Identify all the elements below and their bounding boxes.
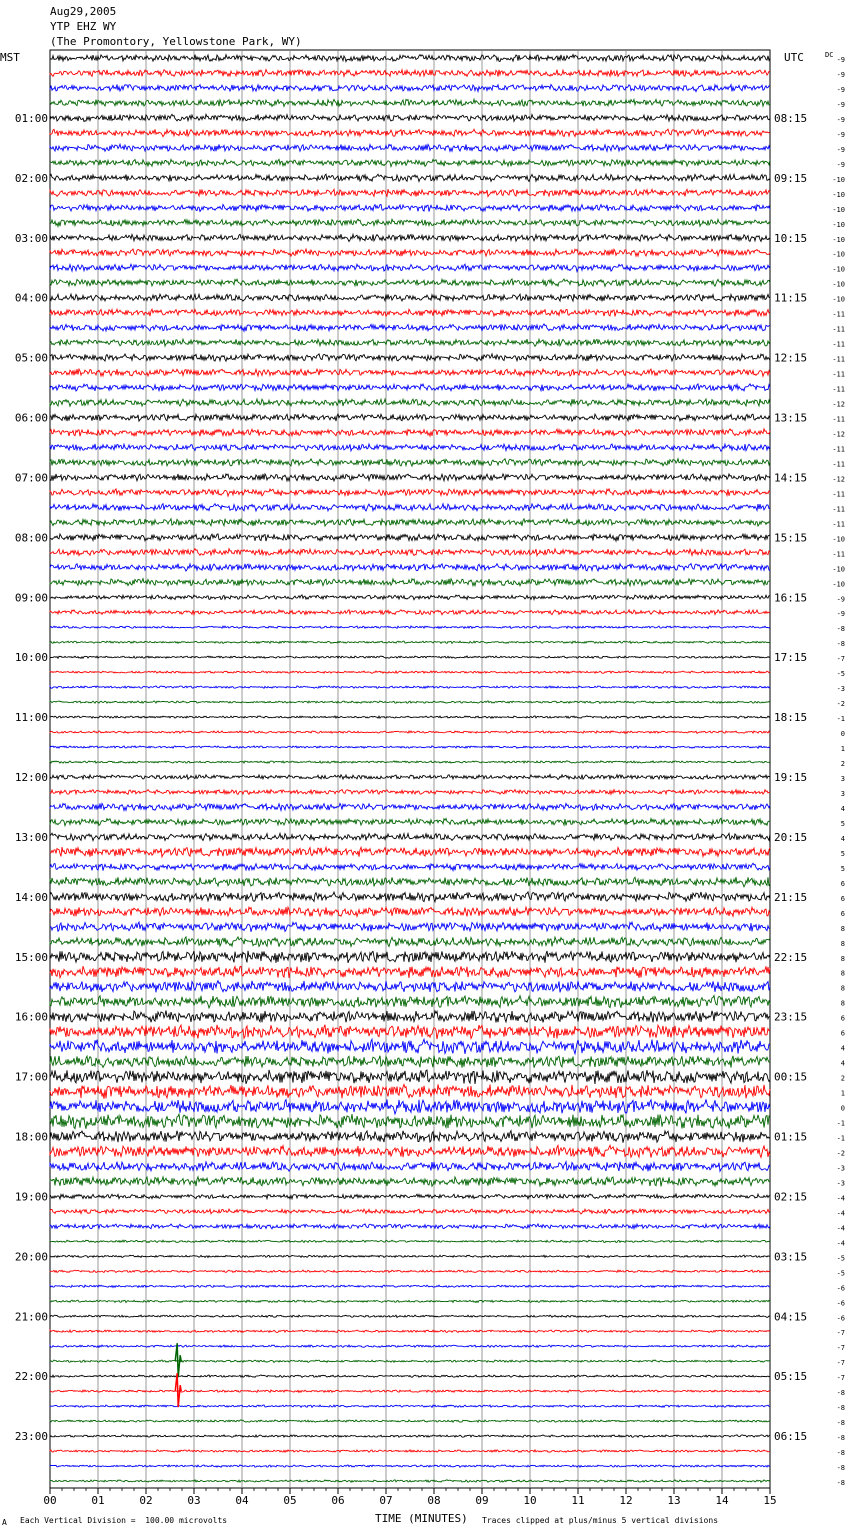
left-hour-label: 06:00 <box>14 411 48 425</box>
dc-offset-label: -10 <box>832 565 845 574</box>
left-hour-label: 18:00 <box>14 1130 48 1144</box>
dc-offset-label: -11 <box>832 505 845 514</box>
dc-offset-label: 8 <box>840 954 845 963</box>
x-tick-label: 12 <box>619 1494 633 1507</box>
dc-offset-label: -11 <box>832 370 845 379</box>
trace-row <box>50 966 770 978</box>
right-hour-label: 16:15 <box>774 591 808 605</box>
trace-row <box>50 399 770 406</box>
dc-offset-label: -9 <box>836 160 845 169</box>
right-hour-label: 11:15 <box>774 291 808 305</box>
dc-offset-label: -8 <box>836 1479 845 1488</box>
trace-row <box>50 264 770 271</box>
right-hour-label: 02:15 <box>774 1190 808 1204</box>
trace-row <box>50 1145 770 1157</box>
dc-offset-label: 3 <box>840 775 845 783</box>
trace-row <box>50 1177 770 1187</box>
left-hour-label: 20:00 <box>14 1250 48 1264</box>
trace-row <box>50 922 770 932</box>
trace-row <box>50 833 770 840</box>
trace-row <box>50 579 770 586</box>
dc-offset-label: -7 <box>836 1374 845 1383</box>
dc-offset-label: -10 <box>832 295 845 304</box>
dc-offset-label: 6 <box>840 894 845 903</box>
dc-offset-label: -11 <box>832 445 845 454</box>
dc-offset-label: -9 <box>836 595 845 604</box>
dc-offset-label: 6 <box>840 1029 845 1038</box>
dc-offset-label: -12 <box>832 430 845 439</box>
trace-row <box>50 716 770 718</box>
dc-offset-label: -11 <box>832 460 845 469</box>
right-hour-label: 20:15 <box>774 830 808 844</box>
event-spike <box>175 1373 181 1407</box>
trace-row <box>50 1465 770 1467</box>
right-hour-label: 06:15 <box>774 1430 808 1444</box>
dc-offset-label: -3 <box>836 1179 845 1188</box>
right-hour-label: 22:15 <box>774 950 808 964</box>
right-timezone-label: UTC <box>784 51 804 64</box>
left-hour-label: 12:00 <box>14 771 48 784</box>
trace-row <box>50 595 770 600</box>
dc-offset-label: -1 <box>836 1134 845 1143</box>
trace-row <box>50 847 770 857</box>
trace-row <box>50 671 770 673</box>
trace-row <box>50 907 770 916</box>
right-hour-label: 01:15 <box>774 1130 808 1144</box>
trace-row <box>50 249 770 256</box>
right-hour-label: 23:15 <box>774 1010 808 1024</box>
dc-label: DC <box>825 51 834 59</box>
dc-offset-label: -11 <box>832 340 845 349</box>
x-tick-label: 02 <box>139 1494 153 1507</box>
trace-row <box>50 444 770 451</box>
dc-offset-label: -8 <box>836 1419 845 1428</box>
trace-row <box>50 775 770 780</box>
x-tick-label: 01 <box>91 1494 105 1507</box>
dc-offset-label: -10 <box>832 535 845 544</box>
left-hour-label: 13:00 <box>14 830 48 844</box>
dc-offset-label: -10 <box>832 250 845 259</box>
x-tick-label: 13 <box>667 1494 681 1507</box>
x-tick-label: 15 <box>763 1494 777 1507</box>
trace-row <box>50 1300 770 1302</box>
trace-row <box>50 701 770 704</box>
dc-offset-label: 0 <box>840 730 845 739</box>
trace-row <box>50 369 770 376</box>
trace-row <box>50 951 770 963</box>
dc-offset-label: 8 <box>840 939 845 948</box>
trace-row <box>50 1285 770 1287</box>
trace-row <box>50 1255 770 1258</box>
left-hour-label: 16:00 <box>14 1010 48 1024</box>
dc-offset-label: -10 <box>832 235 845 244</box>
trace-row <box>50 1345 770 1347</box>
dc-offset-label: -6 <box>836 1299 845 1308</box>
station-code: YTP EHZ WY <box>50 20 117 33</box>
dc-offset-label: 4 <box>840 804 845 813</box>
dc-offset-label: -6 <box>836 1284 845 1293</box>
trace-row <box>50 384 770 391</box>
trace-row <box>50 114 770 121</box>
trace-row <box>50 1360 770 1362</box>
right-hour-label: 10:15 <box>774 231 808 245</box>
trace-row <box>50 1420 770 1422</box>
right-hour-label: 19:15 <box>774 771 808 784</box>
corner-mark: A <box>2 1518 7 1527</box>
trace-row <box>50 70 770 77</box>
trace-row <box>50 1209 770 1214</box>
trace-row <box>50 1315 770 1317</box>
dc-offset-label: -7 <box>836 655 845 664</box>
trace-row <box>50 892 770 902</box>
trace-row <box>50 1131 770 1143</box>
trace-row <box>50 339 770 346</box>
dc-offset-label: -12 <box>832 400 845 409</box>
trace-row <box>50 746 770 748</box>
dc-offset-label: -4 <box>836 1224 845 1233</box>
dc-offset-label: -4 <box>836 1194 845 1203</box>
dc-offset-label: -9 <box>836 130 845 139</box>
left-hour-label: 09:00 <box>14 591 48 605</box>
dc-offset-label: 5 <box>840 864 845 873</box>
trace-row <box>50 1039 770 1054</box>
trace-row <box>50 1084 770 1098</box>
trace-row <box>50 863 770 870</box>
dc-offset-label: -11 <box>832 550 845 559</box>
trace-row <box>50 85 770 92</box>
trace-row <box>50 534 770 541</box>
left-timezone-label: MST <box>0 51 20 64</box>
left-hour-label: 11:00 <box>14 711 48 725</box>
trace-row <box>50 656 770 658</box>
dc-offset-label: -10 <box>832 220 845 229</box>
dc-offset-label: -10 <box>832 580 845 589</box>
dc-offset-label: -2 <box>836 1149 845 1158</box>
trace-row <box>50 234 770 241</box>
x-tick-label: 14 <box>715 1494 729 1507</box>
left-hour-label: 23:00 <box>14 1430 48 1444</box>
x-tick-label: 08 <box>427 1494 441 1507</box>
trace-row <box>50 429 770 436</box>
trace-row <box>50 804 770 811</box>
trace-row <box>50 877 770 887</box>
dc-offset-label: -8 <box>836 1464 845 1473</box>
right-hour-label: 13:15 <box>774 411 808 425</box>
trace-row <box>50 1270 770 1272</box>
trace-row <box>50 1224 770 1229</box>
trace-row <box>50 459 770 466</box>
trace-row <box>50 205 770 212</box>
right-hour-label: 09:15 <box>774 171 808 185</box>
dc-offset-label: -9 <box>836 115 845 124</box>
trace-row <box>50 1435 770 1438</box>
left-hour-label: 03:00 <box>14 231 48 245</box>
station-location: (The Promontory, Yellowstone Park, WY) <box>50 35 302 48</box>
x-tick-label: 09 <box>475 1494 489 1507</box>
right-hour-label: 05:15 <box>774 1370 808 1384</box>
trace-row <box>50 219 770 226</box>
dc-offset-label: -2 <box>836 700 845 709</box>
plot-frame <box>50 50 770 1488</box>
dc-offset-label: 4 <box>840 1059 845 1068</box>
event-spike <box>175 1343 181 1377</box>
dc-offset-label: -5 <box>836 670 845 679</box>
left-hour-label: 01:00 <box>14 111 48 125</box>
dc-offset-label: 2 <box>840 760 845 769</box>
dc-offset-label: 6 <box>840 1014 845 1023</box>
dc-offset-label: -10 <box>832 190 845 199</box>
left-hour-label: 15:00 <box>14 950 48 964</box>
trace-row <box>50 174 770 181</box>
right-hour-label: 12:15 <box>774 351 808 365</box>
trace-row <box>50 474 770 481</box>
dc-offset-label: -8 <box>836 1449 845 1458</box>
scale-note: Each Vertical Division = 100.00 microvolts <box>20 1516 228 1525</box>
dc-offset-label: 8 <box>840 999 845 1008</box>
trace-row <box>50 1194 770 1199</box>
trace-row <box>50 1025 770 1039</box>
dc-offset-label: -8 <box>836 640 845 649</box>
dc-offset-label: -12 <box>832 475 845 484</box>
left-hour-label: 21:00 <box>14 1310 48 1324</box>
dc-offset-label: -7 <box>836 1329 845 1338</box>
dc-offset-label: -8 <box>836 1389 845 1398</box>
dc-offset-label: -11 <box>832 355 845 364</box>
trace-row <box>50 144 770 151</box>
dc-offset-label: -5 <box>836 1254 845 1263</box>
dc-offset-label: -8 <box>836 1434 845 1443</box>
dc-offset-label: -1 <box>836 1119 845 1128</box>
dc-offset-label: -10 <box>832 175 845 184</box>
trace-row <box>50 1480 770 1482</box>
trace-row <box>50 189 770 196</box>
trace-row <box>50 1330 770 1332</box>
dc-offset-label: -11 <box>832 325 845 334</box>
trace-row <box>50 1011 770 1023</box>
right-hour-label: 08:15 <box>774 111 808 125</box>
dc-offset-label: -7 <box>836 1359 845 1368</box>
dc-offset-label: 1 <box>840 745 845 754</box>
dc-offset-label: 8 <box>840 984 845 993</box>
trace-row <box>50 626 770 628</box>
left-hour-label: 02:00 <box>14 171 48 185</box>
dc-offset-label: -9 <box>836 85 845 94</box>
dc-offset-label: -3 <box>836 1164 845 1173</box>
trace-row <box>50 1070 770 1084</box>
dc-offset-label: -11 <box>832 310 845 319</box>
dc-offset-label: -8 <box>836 625 845 634</box>
dc-offset-label: 1 <box>840 1089 845 1098</box>
trace-row <box>50 937 770 947</box>
right-hour-label: 00:15 <box>774 1070 808 1084</box>
dc-offset-label: 8 <box>840 969 845 978</box>
dc-offset-label: 2 <box>840 1074 845 1083</box>
trace-row <box>50 610 770 615</box>
dc-offset-label: -9 <box>836 145 845 154</box>
x-tick-label: 11 <box>571 1494 585 1507</box>
trace-row <box>50 1114 770 1129</box>
right-hour-label: 04:15 <box>774 1310 808 1324</box>
trace-row <box>50 99 770 106</box>
trace-row <box>50 279 770 286</box>
x-axis-label: TIME (MINUTES) <box>375 1512 468 1525</box>
x-tick-label: 07 <box>379 1494 393 1507</box>
dc-offset-label: 4 <box>840 834 845 843</box>
dc-offset-label: -10 <box>832 280 845 289</box>
dc-offset-label: 6 <box>840 909 845 918</box>
trace-row <box>50 324 770 331</box>
trace-row <box>50 519 770 526</box>
trace-row <box>50 790 770 795</box>
dc-offset-label: -9 <box>836 610 845 619</box>
right-hour-label: 15:15 <box>774 531 808 545</box>
trace-row <box>50 55 770 62</box>
dc-offset-label: -4 <box>836 1239 845 1248</box>
dc-offset-label: -7 <box>836 1344 845 1353</box>
dc-offset-label: 3 <box>840 789 845 798</box>
trace-row <box>50 1450 770 1452</box>
right-hour-label: 21:15 <box>774 890 808 904</box>
left-hour-label: 19:00 <box>14 1190 48 1204</box>
dc-offset-label: -10 <box>832 205 845 214</box>
trace-row <box>50 686 770 688</box>
x-tick-label: 10 <box>523 1494 537 1507</box>
left-hour-label: 05:00 <box>14 351 48 365</box>
dc-offset-label: 8 <box>840 924 845 933</box>
dc-offset-label: 0 <box>840 1104 845 1113</box>
x-tick-label: 00 <box>43 1494 57 1507</box>
trace-row <box>50 641 770 643</box>
trace-row <box>50 1405 770 1407</box>
left-hour-label: 08:00 <box>14 531 48 545</box>
trace-row <box>50 818 770 825</box>
trace-row <box>50 309 770 316</box>
dc-offset-label: -9 <box>836 70 845 79</box>
recording-date: Aug29,2005 <box>50 5 117 18</box>
dc-offset-label: -5 <box>836 1269 845 1278</box>
right-hour-label: 17:15 <box>774 651 808 665</box>
dc-offset-label: -8 <box>836 1404 845 1413</box>
right-hour-label: 03:15 <box>774 1250 808 1264</box>
left-hour-label: 17:00 <box>14 1070 48 1084</box>
trace-row <box>50 159 770 166</box>
x-tick-label: 03 <box>187 1494 201 1507</box>
trace-row <box>50 549 770 556</box>
dc-offset-label: 5 <box>840 819 845 828</box>
dc-offset-label: -9 <box>836 56 845 64</box>
dc-offset-label: -11 <box>832 415 845 424</box>
trace-row <box>50 129 770 136</box>
trace-row <box>50 489 770 496</box>
trace-row <box>50 1162 770 1172</box>
dc-offset-label: -1 <box>836 715 845 724</box>
trace-row <box>50 1056 770 1068</box>
trace-row <box>50 414 770 421</box>
dc-offset-label: -4 <box>836 1209 845 1218</box>
dc-offset-label: 4 <box>840 1044 845 1053</box>
left-hour-label: 07:00 <box>14 471 48 485</box>
trace-row <box>50 1240 770 1242</box>
left-hour-label: 04:00 <box>14 291 48 305</box>
dc-offset-label: -11 <box>832 490 845 499</box>
trace-row <box>50 1375 770 1378</box>
trace-row <box>50 1099 770 1114</box>
trace-row <box>50 294 770 301</box>
dc-offset-label: -9 <box>836 100 845 109</box>
dc-offset-label: -10 <box>832 265 845 274</box>
x-tick-label: 04 <box>235 1494 249 1507</box>
dc-offset-label: -11 <box>832 385 845 394</box>
trace-row <box>50 996 770 1008</box>
dc-offset-label: 5 <box>840 849 845 858</box>
dc-offset-label: 6 <box>840 879 845 888</box>
trace-row <box>50 981 770 993</box>
dc-offset-label: -3 <box>836 685 845 694</box>
dc-offset-label: -6 <box>836 1314 845 1323</box>
left-hour-label: 14:00 <box>14 890 48 904</box>
right-hour-label: 14:15 <box>774 471 808 485</box>
x-tick-label: 05 <box>283 1494 297 1507</box>
trace-row <box>50 761 770 763</box>
right-hour-label: 18:15 <box>774 711 808 725</box>
x-tick-label: 06 <box>331 1494 345 1507</box>
trace-row <box>50 504 770 511</box>
dc-offset-label: -11 <box>832 520 845 529</box>
trace-row <box>50 564 770 571</box>
left-hour-label: 22:00 <box>14 1370 48 1384</box>
left-hour-label: 10:00 <box>14 651 48 665</box>
trace-row <box>50 354 770 361</box>
trace-row <box>50 1390 770 1392</box>
trace-row <box>50 731 770 733</box>
clip-note: Traces clipped at plus/minus 5 vertical divisions <box>482 1516 719 1525</box>
